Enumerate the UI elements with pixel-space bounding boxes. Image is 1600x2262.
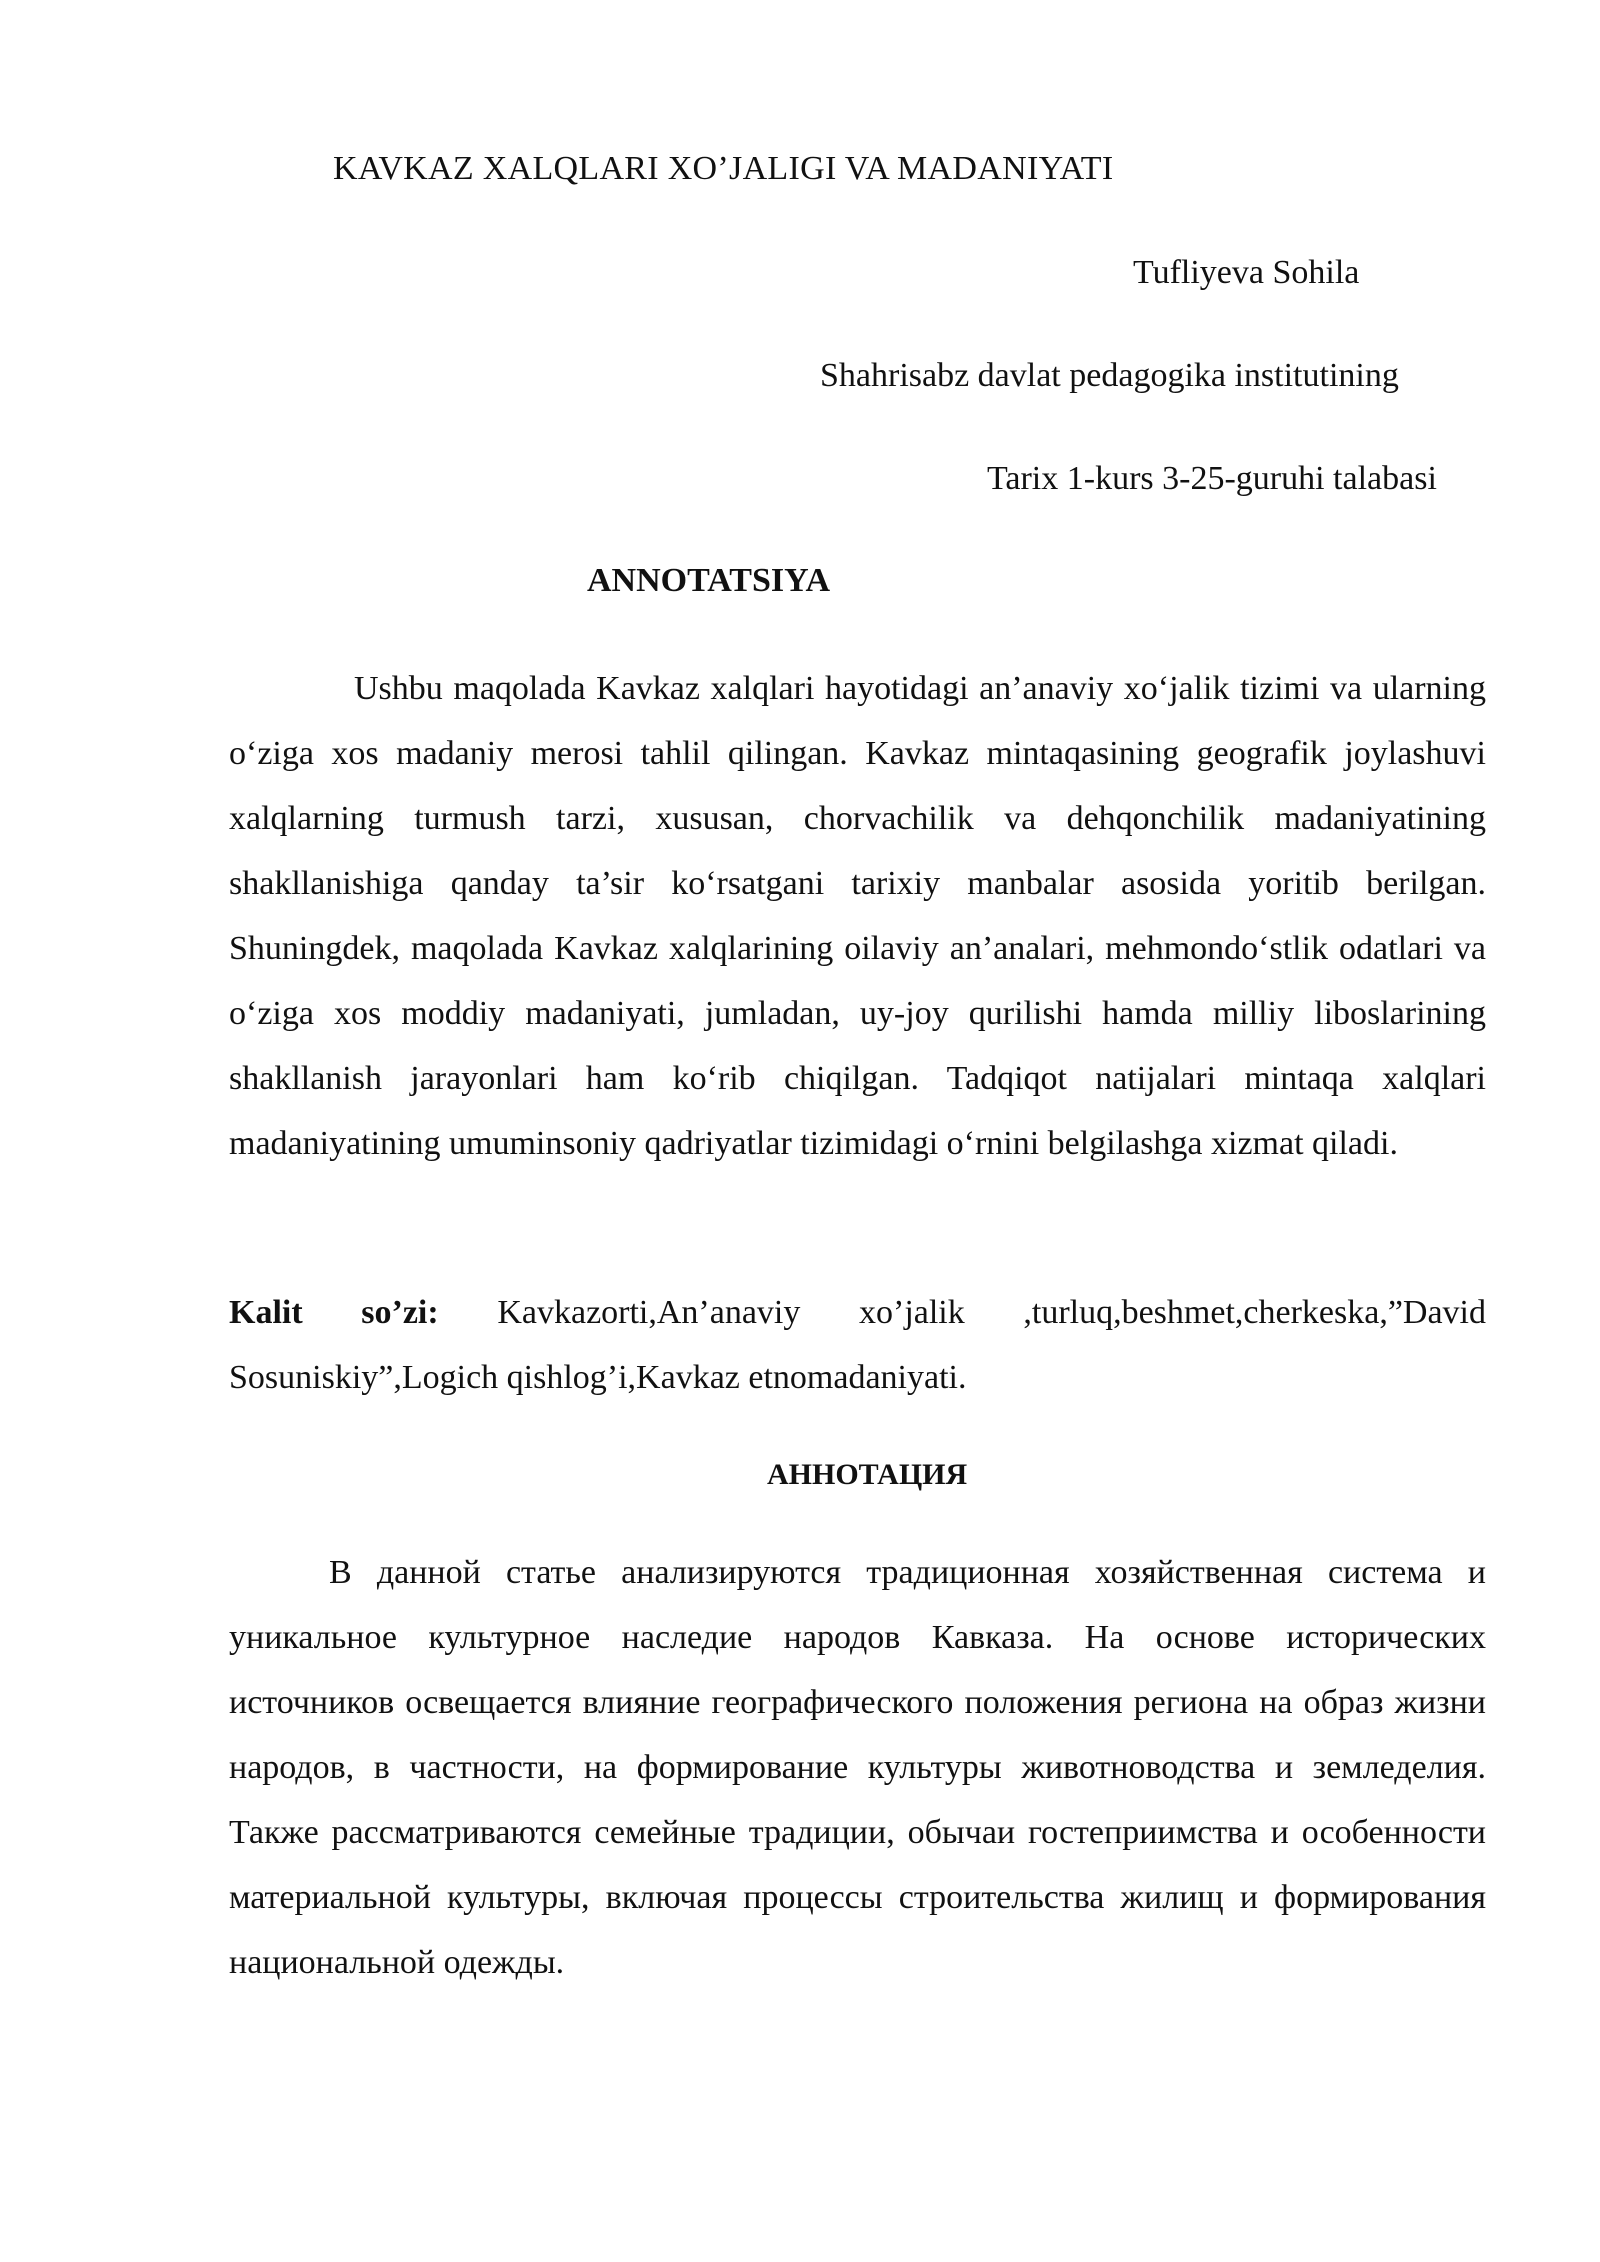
abstract-ru-heading: АННОТАЦИЯ <box>767 1458 968 1491</box>
keywords-label: Kalit so’zi: <box>229 1294 439 1331</box>
abstract-ru-text: В данной статье анализируются традиционная хозяйственная система и уникальное культурное наследие народов Кавказа. На основе исторических источников освещается влияние географического положения региона на образ жизни народов, в частности, на формирование культуры животноводства и земледелия. Также рассматриваются семейные традиции, обычаи гостеприимства и особенности материальной культуры, включая процессы строительства жилищ и формирования национальной одежды. <box>229 1554 1486 1981</box>
author-name: Tufliyeva Sohila <box>1133 254 1360 291</box>
author-group: Tarix 1-kurs 3-25-guruhi talabasi <box>987 460 1437 497</box>
keywords-text: Kavkazorti,An’anaviy xo’jalik ,turluq,beshmet,cherkeska,”David Sosuniskiy”,Logich qishlog’i,Kavkaz etnomadaniyati. <box>229 1294 1486 1396</box>
abstract-uz-heading: ANNOTATSIYA <box>587 562 831 599</box>
keywords-paragraph <box>229 1280 1486 1410</box>
article-title: KAVKAZ XALQLARI XO’JALIGI VA MADANIYATI <box>333 150 1114 187</box>
author-institution: Shahrisabz davlat pedagogika institutining <box>820 357 1399 394</box>
abstract-uz-text: Ushbu maqolada Kavkaz xalqlari hayotidagi an’anaviy xo‘jalik tizimi va ularning o‘ziga xos madaniy merosi tahlil qilingan. Kavkaz mintaqasining geografik joylashuvi xalqlarning turmush tarzi, xususan, chorvachilik va dehqonchilik madaniyatining shakllanishiga qanday ta’sir ko‘rsatgani tarixiy manbalar asosida yoritib berilgan. Shuningdek, maqolada Kavkaz xalqlarining oilaviy an’analari, mehmondo‘stlik odatlari va o‘ziga xos moddiy madaniyati, jumladan, uy-joy qurilishi hamda milliy liboslarining shakllanish jarayonlari ham ko‘rib chiqilgan. Tadqiqot natijalari mintaqa xalqlari madaniyatining umuminsoniy qadriyatlar tizimidagi o‘rnini belgilashga xizmat qiladi. <box>229 670 1486 1162</box>
